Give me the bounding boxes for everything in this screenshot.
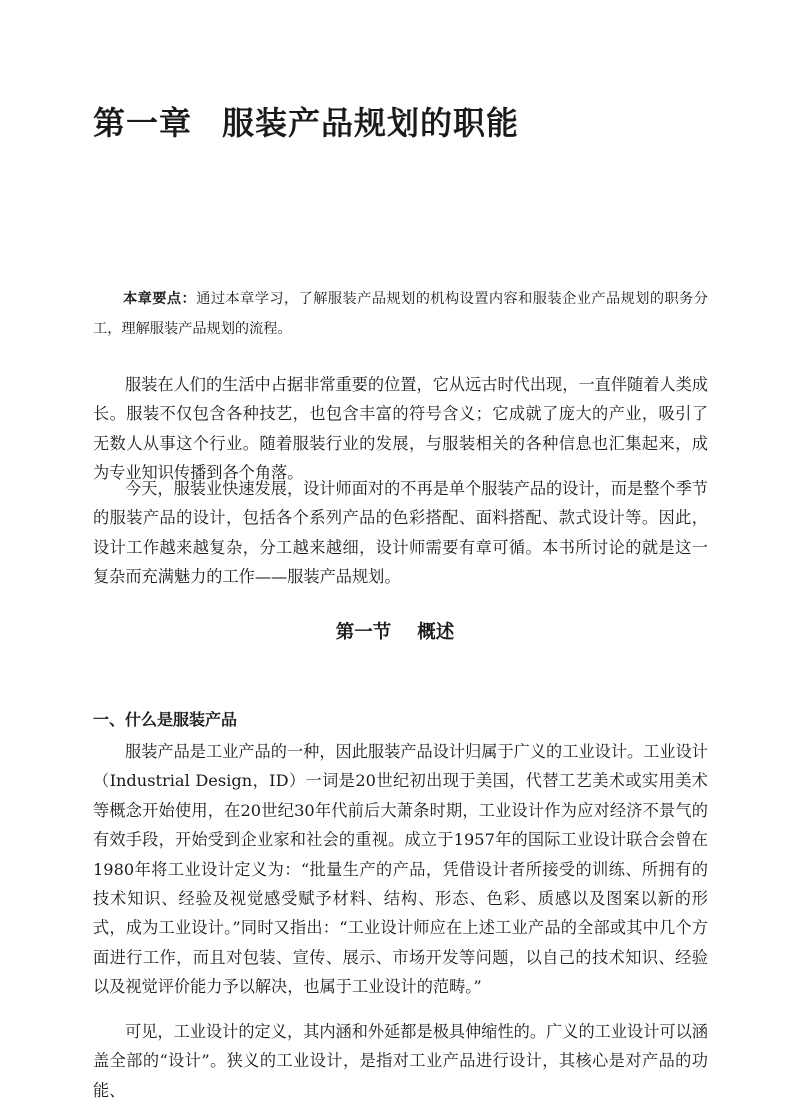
chapter-summary — [93, 284, 708, 344]
summary-text: 通过本章学习，了解服装产品规划的机构设置内容和服装企业产品规划的职务分工，理解服装产品规划的流程。 — [93, 291, 708, 337]
intro-paragraph-1: 服装在人们的生活中占据非常重要的位置，它从远古时代出现，一直伴随着人类成长。服装不仅包含各种技艺，也包含丰富的符号含义；它成就了庞大的产业，吸引了无数人从事这个行业。随着服装行业的发展，与服装相关的各种信息也汇集起来，成为专业知识传播到各个角落。 — [93, 375, 708, 483]
section-title — [0, 618, 790, 644]
chapter-name: 服装产品规划的职能 — [222, 104, 520, 142]
body-paragraph-1: 服装产品是工业产品的一种，因此服装产品设计归属于广义的工业设计。工业设计（Industrial Design，ID）一词是20世纪初出现于美国，代替工艺美术或实用美术等概念开始使用，在20世纪30年代前后大萧条时期，工业设计作为应对经济不景气的有效手段，开始受到企业家和社会的重视。成立于1957年的国际工业设计联合会曾在1980年将工业设计定义为：“批量生产的产品，凭借设计者所接受的训练、所拥有的技术知识、经验及视觉感受赋予材料、结构、形态、色彩、质感以及图案以新的形式，成为工业设计。”同时又指出：“工业设计师应在上述工业产品的全部或其中几个方面进行工作，而且对包装、宣传、展示、市场开发等问题，以自己的技术知识、经验以及视觉评价能力予以解决，也属于工业设计的范畴。” — [93, 742, 708, 997]
intro-paragraph-2: 今天，服装业快速发展，设计师面对的不再是单个服装产品的设计，而是整个季节的服装产品的设计，包括各个系列产品的色彩搭配、面料搭配、款式设计等。因此，设计工作越来越复杂，分工越来越细，设计师需要有章可循。本书所讨论的就是这一复杂而充满魅力的工作——服装产品规划。 — [93, 479, 708, 587]
subsection-title: 一、什么是服装产品 — [93, 710, 238, 729]
body-paragraph-2: 可见，工业设计的定义，其内涵和外延都是极具伸缩性的。广义的工业设计可以涵盖全部的“设计”。狭义的工业设计，是指对工业产品进行设计，其核心是对产品的功能、 — [93, 1022, 708, 1100]
summary-label: 本章要点： — [123, 291, 197, 307]
chapter-number: 第一章 — [93, 104, 193, 142]
section-number: 第一节 — [335, 622, 392, 643]
chapter-title — [93, 98, 519, 144]
section-name: 概述 — [417, 622, 455, 643]
